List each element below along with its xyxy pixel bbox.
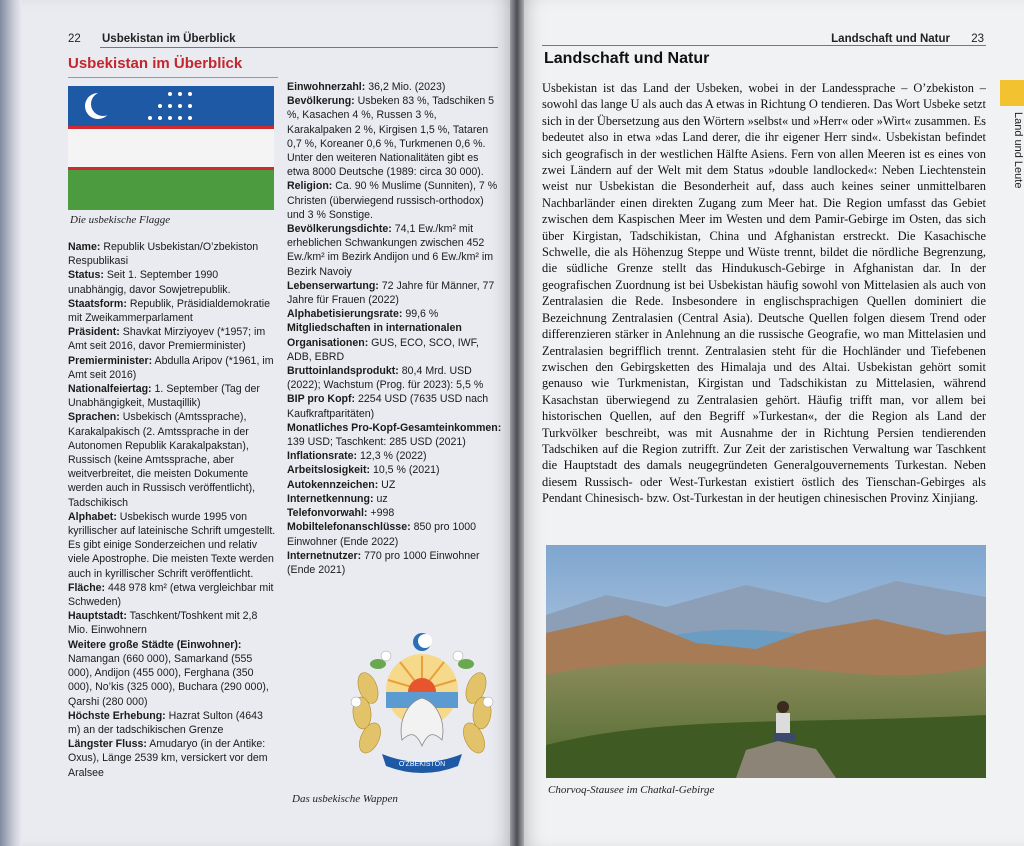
fact-value: Usbekisch wurde 1995 von kyrillischer auf lateinische Schrift umgestellt. Es gibt einige Sonderzeichen und relativ viele Apostrophe. Die meisten Texte werden auch in kyrillischer Schrift veröffentlicht. [68, 510, 276, 580]
fact-key: Nationalfeiertag: [68, 383, 152, 396]
body-text: Usbekistan ist das Land der Usbeken, wobei in der Landessprache – O’zbekiston – sowohl das lange U als auch das A etwas in Richtung O tendieren. Das Wort Usbeke setzt sich in der Übersetzung aus den Wörtern »selbst« und »Herr« oder »Wirt« zusammen. Es bedeutet also in etwa »das Land derer, die ihr eigener Herr sind«. Usbekistan befindet sich geografisch in der westlichen Hälfte Asiens. Fern von allen Meeren ist es eines von zwei Ländern auf der Welt mit dem Status »double landlocked«: Neben Liechtenstein weist nur Usbekistan die Besonderheit auf, dass auch keines seiner unmittelbaren Nachbarländer einen direkten Zugang zum Meer hat. Die Region umfasst das Gebiet zwischen dem Kaspischen Meer im Westen und dem Pamir-Gebirge im Osten, das sich über Kirgistan, Tadschikistan, China und Afghanistan erstreckt. Die Kasachische Schwelle, die als Höhenzug Steppe und Wüste trennt, bildet die nördliche Begrenzung, die südliche Grenze stellt das Hindukusch-Gebirge in Afghanistan dar. In der geografischen Zuordnung ist bei Usbekistan häufig sowohl von Mittelasien als auch von Zentralasien die Rede. Insbesondere in englischsprachigen Quellen dominiert die Bezeichnung Zentralasien (Central Asia). Deutsche Quellen folgen diesem Trend oder differenzieren stärker in Anlehnung an die russische Geografie, wo man Mittelasien und Zentralasien begrifflich trennt. Zentralasien steht für die Hochländer und Tiefebenen zwischen den Gebirgsketten des Himalaja und des Altai. Usbekistan gehört somit genauso wie Turkmenistan, Kirgistan und Tadschikistan zu Mittelasien, während Kasachstan überwiegend zu Zentralasien gehört. Häufig trifft man, vor allem bei historischen Quellen, auf den Begriff »Turkestan«, der die Region als Land der Turkvölker beschreibt, was mit Ausnahme der in Richtung Persien tendierenden Tadschiken auf die Region zutrifft. Zur Zeit der zaristischen Verwaltung war Taschkent die Hauptstadt des damals neugegründeten Generalgouvernements Turkestan. Neben diesem Russisch- oder West-Turkestan existiert östlich des Tienschan-Gebirges als Pendant Chinesisch- bzw. Ost-Turkestan in der heutigen chinesischen Provinz Xinjiang. [542, 81, 986, 506]
fact-value: uz [373, 492, 388, 505]
fact-entry [287, 549, 503, 577]
fact-key: Fläche: [68, 581, 106, 594]
fact-key: Internetkennung: [287, 492, 374, 505]
fact-entry [287, 222, 503, 279]
fact-value: 1. September (Tag der Unabhängigkeit, Mustaqillik) [68, 383, 260, 410]
fact-key: Internetnutzer: [287, 549, 362, 562]
fact-key: Name: [68, 241, 101, 253]
fact-key: Bevölkerungsdichte: [287, 223, 392, 236]
running-head-title: Landschaft und Natur [831, 33, 950, 45]
coat-of-arms-emblem [348, 628, 496, 780]
flag-caption: Die usbekische Flagge [70, 214, 171, 226]
fact-entry [68, 382, 276, 410]
fact-entry [287, 80, 503, 94]
fact-value: 2254 USD (7635 USD nach Kaufkraftparitäten) [287, 393, 489, 420]
landscape-photo [546, 545, 986, 778]
fact-key: Bevölkerung: [287, 95, 355, 108]
fact-key: Höchste Erhebung: [68, 709, 166, 722]
fact-value: 36,2 Mio. (2023) [365, 81, 446, 93]
fact-entry [287, 179, 503, 222]
fact-key: Telefonvorwahl: [287, 507, 368, 520]
flag-green-stripe [68, 170, 274, 210]
fact-value: 72 Jahre für Männer, 77 Jahre für Frauen (2022) [287, 279, 495, 307]
fact-entry [68, 268, 276, 296]
crescent-stars-icon [68, 86, 274, 126]
fact-value: UZ [378, 478, 396, 491]
fact-key: Bruttoinlandsprodukt: [287, 365, 399, 378]
running-head-left [68, 33, 236, 45]
fact-entry [287, 364, 503, 392]
fact-value: Namangan (660 000), Samarkand (555 000), Andijon (455 000), Ferghana (350 000), No’kis (325 000), Buchara (290 000), Qarshi (280 000) [68, 652, 269, 708]
coat-ribbon-text: O'ZBEKISTON [398, 761, 446, 768]
chapter-label: Land und Leute [1012, 112, 1024, 189]
page-edge [0, 0, 22, 846]
fact-key: Längster Fluss: [68, 738, 147, 751]
fact-value: 850 pro 1000 Einwohner (Ende 2022) [287, 521, 477, 548]
fact-key: Autokennzeichen: [287, 478, 379, 491]
header-rule [100, 47, 498, 48]
coat-caption: Das usbekische Wappen [292, 793, 398, 805]
fact-value: +998 [367, 507, 395, 520]
fact-key: Lebenserwartung: [287, 279, 379, 292]
fact-entry [287, 520, 503, 548]
fact-entry [68, 240, 276, 268]
fact-key: Premierminister: [68, 354, 153, 367]
fact-entry [287, 94, 503, 179]
fact-key: Mitgliedschaften in internationalen Organisationen: [287, 322, 462, 349]
fact-value: 12,3 % (2022) [357, 450, 427, 463]
header-rule [542, 45, 986, 46]
page-number: 22 [68, 33, 81, 45]
fact-value: Amudaryo (in der Antike: Oxus), Länge 2539 km, versickert vor dem Aralsee [68, 738, 268, 779]
uzbek-flag [68, 86, 274, 210]
fact-entry [287, 478, 503, 492]
fact-value: Abdulla Aripov (*1961, im Amt seit 2016) [68, 354, 274, 381]
fact-key: Alphabet: [68, 510, 117, 523]
fact-key: Religion: [287, 180, 333, 193]
fact-key: Präsident: [68, 326, 120, 339]
fact-entry [68, 410, 276, 509]
fact-key: Inflationsrate: [287, 450, 358, 463]
fact-value: 74,1 Ew./km² mit erheblichen Schwankungen zwischen 452 Ew./km² im Bezirk Andijon und 6 Ew./km² im Bezirk Navoiy [287, 223, 494, 278]
fact-entry [68, 510, 276, 581]
fact-key: Sprachen: [68, 411, 120, 424]
facts-column-2 [287, 80, 503, 577]
fact-key: Mobiltelefonanschlüsse: [287, 521, 411, 534]
fact-entry [68, 354, 276, 382]
fact-entry [287, 421, 503, 449]
fact-key: Weitere große Städte (Einwohner): [68, 638, 242, 651]
fact-key: Arbeitslosigkeit: [287, 464, 371, 477]
fact-value: Shavkat Mirziyoyev (*1957; im Amt seit 2016, davor Premierminister) [68, 326, 266, 353]
fact-value: Hazrat Sulton (4643 m) an der tadschikischen Grenze [68, 709, 263, 736]
title-underline [68, 77, 278, 78]
fact-entry [287, 463, 503, 477]
fact-entry [68, 297, 276, 325]
section-title: Landschaft und Natur [544, 50, 710, 67]
fact-entry [68, 709, 276, 737]
fact-value: 770 pro 1000 Einwohner (Ende 2021) [287, 549, 480, 576]
page-number: 23 [971, 33, 984, 45]
flag-white-stripe [68, 129, 274, 167]
fact-key: Monatliches Pro-Kopf-Gesamteinkommen: [287, 421, 502, 434]
facts-column-1 [68, 240, 276, 780]
fact-value: Taschkent/Toshkent mit 2,8 Mio. Einwohnern [68, 610, 258, 637]
fact-key: BIP pro Kopf: [287, 393, 356, 406]
fact-key: Status: [68, 269, 104, 282]
chapter-tab [1000, 80, 1024, 106]
fact-entry [68, 325, 276, 353]
fact-value: Usbeken 83 %, Tadschiken 5 %, Kasachen 4 %, Russen 3 %, Karakalpaken 2 %, Kirgisen 1,5 %, Tataren 0,7 %, Koreaner 0,6 %, Turkmenen 0,6 %. Unter den weiteren Nationalitäten gibt es etwa 8000 Deutsche (1989: circa 30 000). [287, 95, 495, 179]
fact-key: Alphabetisierungsrate: [287, 308, 403, 321]
running-head-right [831, 33, 984, 45]
book-spine [510, 0, 524, 846]
photo-caption: Chorvoq-Stausee im Chatkal-Gebirge [548, 784, 715, 796]
fact-value: 99,6 % [402, 308, 439, 321]
fact-value: 139 USD; Taschkent: 285 USD (2021) [287, 436, 466, 449]
fact-key: Staatsform: [68, 297, 127, 310]
fact-value: 448 978 km² (etwa vergleichbar mit Schweden) [68, 581, 274, 609]
fact-entry [287, 279, 503, 307]
fact-entry [287, 307, 503, 321]
fact-entry [68, 581, 276, 609]
fact-entry [287, 506, 503, 520]
fact-entry [68, 638, 276, 709]
fact-value: 80,4 Mrd. USD (2022); Wachstum (Prog. für 2023): 5,5 % [287, 365, 484, 392]
fact-key: Einwohnerzahl: [287, 81, 366, 93]
fact-entry [287, 321, 503, 364]
fact-value: Republik Usbekistan/O’zbekiston Respublikasi [68, 241, 259, 268]
fact-entry [68, 737, 276, 780]
fact-value: Usbekisch (Amtssprache), Karakalpakisch (2. Amtssprache in der Autonomen Republik Karakalpakstan), Russisch (keine Amtssprache, aber weitverbreitet, die meisten Dokumente werden auch in Russisch veröffentlicht), Tadschikisch [68, 411, 256, 509]
fact-value: Seit 1. September 1990 unabhängig, davor Sowjetrepublik. [68, 269, 231, 296]
section-title: Usbekistan im Überblick [68, 55, 243, 72]
fact-value: 10,5 % (2021) [370, 464, 440, 477]
fact-entry [287, 392, 503, 420]
fact-key: Hauptstadt: [68, 610, 127, 623]
right-page [518, 0, 1024, 846]
fact-value: GUS, ECO, SCO, IWF, ADB, EBRD [287, 336, 479, 363]
fact-entry [287, 492, 503, 506]
fact-entry [287, 449, 503, 463]
fact-value: Ca. 90 % Muslime (Sunniten), 7 % Christen (überwiegend russisch-orthodox) und 3 % Sonstige. [287, 180, 498, 221]
running-head-title: Usbekistan im Überblick [102, 33, 236, 45]
fact-entry [68, 609, 276, 637]
fact-value: Republik, Präsidialdemokratie mit Zweikammerparlament [68, 297, 270, 325]
